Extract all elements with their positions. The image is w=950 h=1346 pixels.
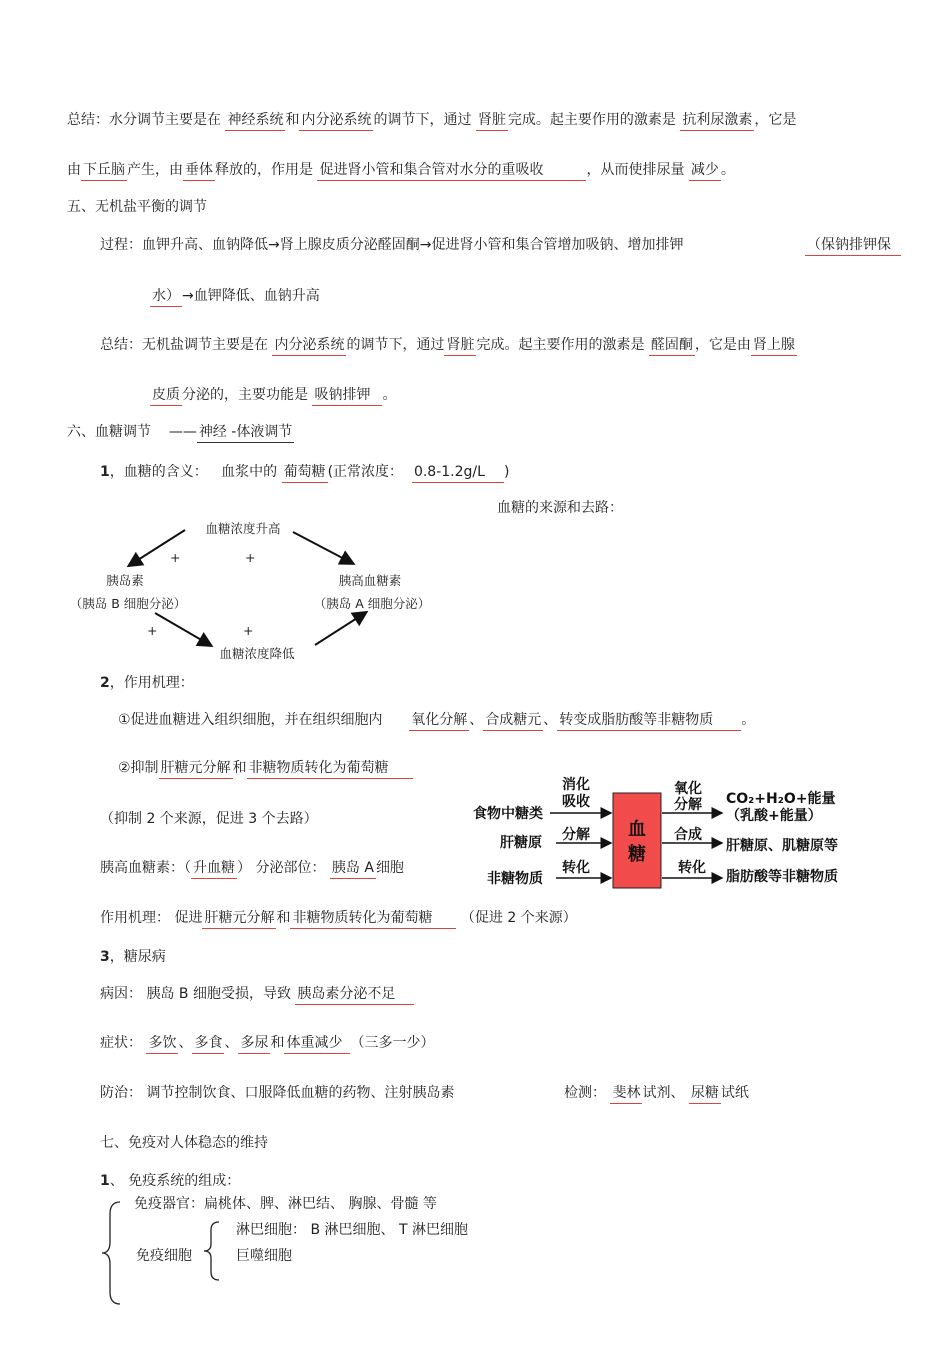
arrow-label: 转化 <box>678 860 706 876</box>
source-non-sugar: 非糖物质 <box>487 871 543 887</box>
section6-title: 六、血糖调节 —— 神经 -体液调节 <box>67 422 294 443</box>
diabetes-symptoms: 症状： 多饮 、 多食 、 多尿 和 体重减少 （三多一少） <box>100 1033 434 1054</box>
diabetes-detection: 检测： 斐林 试剂、 尿糖 试纸 <box>564 1083 749 1104</box>
mechanism-heading: 2，作用机理： <box>100 675 194 691</box>
salt-process-line1: 过程：血钾升高、血钠降低→肾上腺皮质分泌醛固酮→促进肾小管和集合管增加吸钠、增加排钾 <box>100 237 684 253</box>
fate-lactic: （乳酸+能量） <box>726 808 822 824</box>
arrow-label: 分解 <box>562 827 590 843</box>
salt-summary-line1: 总结：无机盐调节主要是在 内分泌系统 的调节下，通过 肾脏 完成。起主要作用的激素是 醛固酮 ，它是由 肾上腺 <box>100 335 797 356</box>
immune-cells-label: 免疫细胞 <box>136 1248 192 1264</box>
glucose-definition: 1，血糖的含义： 血浆中的 葡萄糖 (正常浓度： 0.8-1.2g/L ) <box>100 462 509 483</box>
plus-sign: + <box>147 623 158 638</box>
cycle-right-sub: （胰岛 A 细胞分泌） <box>313 596 431 611</box>
arrow-label: 吸收 <box>562 794 590 810</box>
arrow-label: 消化 <box>562 777 590 793</box>
fate-glycogen: 肝糖原、肌糖原等 <box>726 838 838 854</box>
summary-water-line2: 由 下丘脑 产生，由 垂体 释放的，作用是 促进肾小管和集合管对水分的重吸收 ，从而使排尿量 减少 。 <box>67 160 735 181</box>
center-char: 糖 <box>628 844 646 865</box>
cycle-left-sub: （胰岛 B 细胞分泌） <box>69 596 187 611</box>
lymphocytes: 淋巴细胞： B 淋巴细胞、 T 淋巴细胞 <box>236 1222 468 1238</box>
source-food: 食物中糖类 <box>473 806 543 822</box>
insulin-mechanism-2: ②抑制 肝糖元分解 和 非糖物质转化为葡萄糖 <box>118 758 413 779</box>
salt-process-note1: （保钠排钾保 <box>805 235 901 256</box>
diabetes-cause: 病因： 胰岛 B 细胞受损，导致 胰岛素分泌不足 <box>100 984 414 1005</box>
section7-title: 七、免疫对人体稳态的维持 <box>100 1135 268 1151</box>
glucagon-line: 胰高血糖素：（ 升血糖 ） 分泌部位： 胰岛 A 细胞 <box>100 858 404 879</box>
diabetes-prevention: 防治： 调节控制饮食、口服降低血糖的药物、注射胰岛素 <box>100 1085 455 1101</box>
fate-fat: 脂肪酸等非糖物质 <box>726 869 838 885</box>
inner-brace <box>202 1220 222 1282</box>
insulin-summary: （抑制 2 个来源，促进 3 个去路） <box>100 811 318 827</box>
arrow-to-high <box>315 613 365 645</box>
fate-oxidation: CO₂+H₂O+能量 <box>726 791 836 807</box>
source-liver-glycogen: 肝糖原 <box>500 835 542 851</box>
macrophages: 巨噬细胞 <box>236 1248 292 1264</box>
plus-sign: + <box>243 623 254 638</box>
immune-organs: 免疫器官：扁桃体、脾、淋巴结、 胸腺、骨髓 等 <box>134 1196 437 1212</box>
salt-process-line2: 水） →血钾降低、血钠升高 <box>150 286 320 307</box>
cycle-bottom-label: 血糖浓度降低 <box>219 646 295 661</box>
arrow-label: 转化 <box>562 860 590 876</box>
section5-title: 五、无机盐平衡的调节 <box>67 199 207 215</box>
center-char: 血 <box>628 819 646 840</box>
salt-summary-line2: 皮质 分泌的，主要功能是 吸钠排钾 。 <box>150 385 396 406</box>
immune-composition-heading: 1、 免疫系统的组成： <box>100 1173 241 1189</box>
arrow-to-low <box>155 613 210 645</box>
plus-sign: + <box>245 550 256 565</box>
summary-water-line1: 总结：水分调节主要是在 神经系统 和 内分泌系统 的调节下，通过 肾脏 完成。起主要作用的激素是 抗利尿激素 ，它是 <box>67 110 796 131</box>
diabetes-heading: 3，糖尿病 <box>100 949 166 965</box>
cycle-top-label: 血糖浓度升高 <box>205 521 281 536</box>
outer-brace <box>100 1200 124 1306</box>
glucose-center-box <box>613 793 661 888</box>
glucose-source-title: 血糖的来源和去路： <box>497 500 623 516</box>
insulin-mechanism-1: ①促进血糖进入组织细胞，并在组织细胞内 氧化分解 、 合成糖元 、 转变成脂肪酸等非糖物质 。 <box>118 710 755 731</box>
plus-sign: + <box>170 550 181 565</box>
arrow-to-glucagon <box>293 532 352 563</box>
glucose-regulation-cycle <box>60 515 460 665</box>
arrow-label: 氧化 <box>674 781 702 797</box>
cycle-left-label: 胰岛素 <box>106 573 144 588</box>
cycle-right-label: 胰高血糖素 <box>338 573 402 588</box>
arrow-label: 合成 <box>674 827 702 843</box>
glucose-flow-diagram <box>470 775 865 900</box>
arrow-label: 分解 <box>674 797 702 813</box>
glucagon-mechanism: 作用机理： 促进 肝糖元分解 和 非糖物质转化为葡萄糖 （促进 2 个来源） <box>100 908 577 929</box>
